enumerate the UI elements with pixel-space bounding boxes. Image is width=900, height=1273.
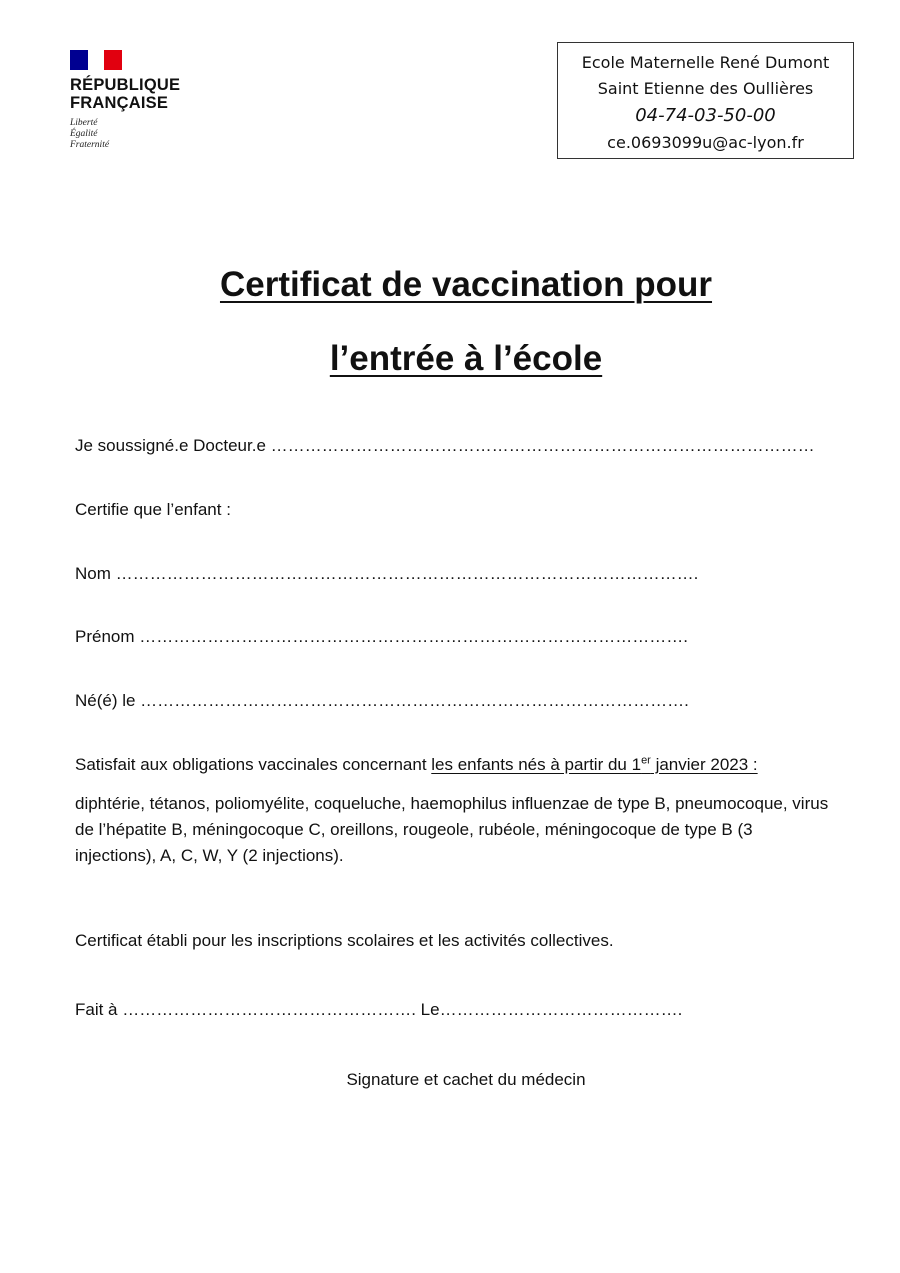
purpose-line: Certificat établi pour les inscriptions scolaires et les activités collectives. [75,931,614,950]
school-town: Saint Etienne des Oullières [597,79,814,98]
obligations-prefix: Satisfait aux obligations vaccinales concernant [75,755,432,774]
prenom-field: Prénom ……………………………………………………………………………………. [75,627,688,646]
school-email: ce.0693099u@ac-lyon.fr [607,133,804,152]
doctor-field: Je soussigné.e Docteur.e …………………………………………………………………………………… [75,436,815,455]
motto-egalite: Égalité [70,129,98,139]
obligations-criterion [431,755,757,774]
republique-francaise-logo [70,50,210,151]
republic-line1: RÉPUBLIQUE [70,76,181,94]
vaccine-list: diphtérie, tétanos, poliomyélite, coqueluche, haemophilus influenzae de type B, pneumocoque, virus de l’hépatite B, méningocoque C, oreillons, rougeole, rubéole, méningocoque de type B (3 injections), A, C, W, Y (2 injections). [75,794,829,865]
republic-line2: FRANÇAISE [70,94,169,112]
obligations-line [75,754,758,776]
signature-label: Signature et cachet du médecin [346,1070,586,1089]
school-contact-box [557,42,854,159]
title-line2: l’entrée à l’école [329,339,603,378]
motto-liberte: Liberté [70,118,98,128]
obligations-criterion-b: janvier 2023 : [650,755,758,774]
republique-francaise-wordmark [70,76,210,112]
school-phone: 04-74-03-50-00 [635,105,776,126]
birth-date-field: Né(é) le ……………………………………………………………………………………. [75,691,689,710]
obligations-criterion-a: les enfants nés à partir du 1 [431,755,642,774]
obligations-sup: er [641,754,651,767]
nom-field: Nom …………………………………………………………………………………………. [75,564,699,583]
motto [70,118,210,151]
certify-line: Certifie que l’enfant : [75,500,231,519]
document-title [0,248,900,396]
title-line1: Certificat de vaccination pour [219,265,713,304]
place-date-field: Fait à ……………………………………………. Le……………………………………. [75,1000,683,1019]
school-name: Ecole Maternelle René Dumont [581,53,830,72]
marianne-flag-icon [70,50,122,70]
motto-fraternite: Fraternité [70,140,110,150]
